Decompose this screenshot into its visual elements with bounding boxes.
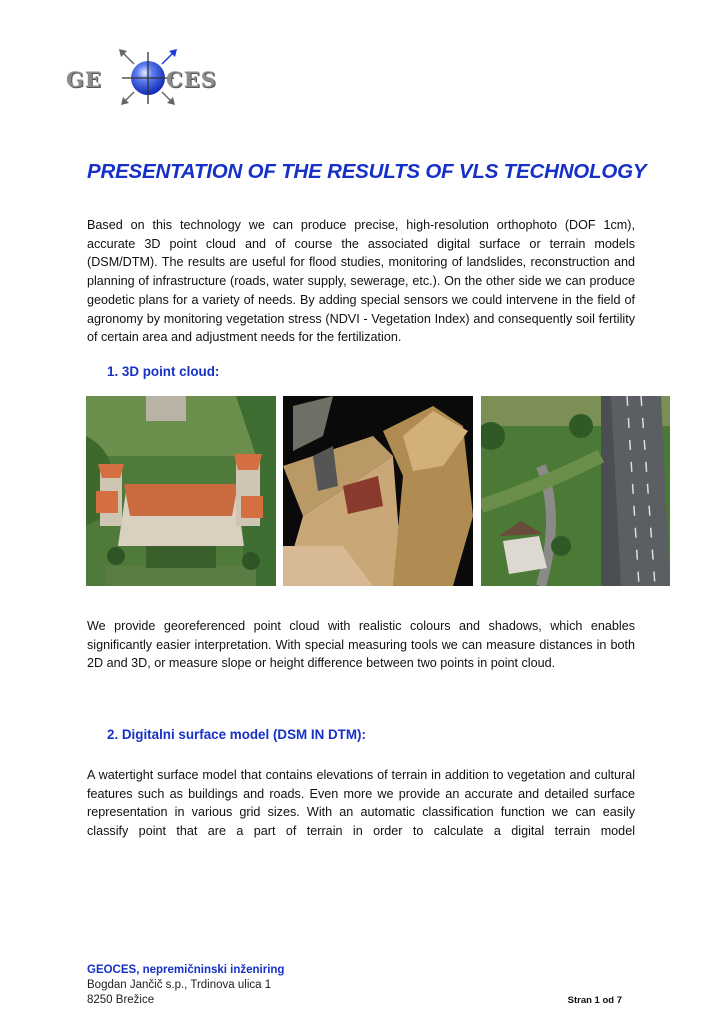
footer-city: 8250 Brežice <box>87 994 155 1006</box>
section-heading-dsm: 2. Digitalni surface model (DSM IN DTM): <box>107 727 366 742</box>
footer-company: GEOCES, nepremičninski inženiring <box>87 964 285 976</box>
geoces-logo <box>62 38 232 118</box>
page-number: Stran 1 od 7 <box>567 995 622 1006</box>
section-heading-point-cloud: 1. 3D point cloud: <box>107 364 220 379</box>
footer-address: Bogdan Jančič s.p., Trdinova ulica 1 <box>87 979 272 991</box>
photo-road-aerial <box>481 396 670 586</box>
logo-text-right: CES <box>166 67 217 92</box>
page-title: PRESENTATION OF THE RESULTS OF VLS TECHNOLOGY <box>87 160 647 183</box>
section-text-dsm: A watertight surface model that contains elevations of terrain in addition to vegetation and cultural features such as buildings and roads. Even more we provide an accurate and detailed surface representation in various grid sizes. With an automatic classification function we can easily classify point that are a part of terrain in order to calculate a digital terrain model <box>87 768 635 839</box>
photo-point-cloud-quarry <box>283 396 473 586</box>
logo-text-left: GE <box>66 67 102 92</box>
intro-paragraph: Based on this technology we can produce precise, high-resolution orthophoto (DOF 1cm), accurate 3D point cloud and of course the associated digital surface or terrain models (DSM/DTM). The results are useful for flood studies, monitoring of landslides, reconstruction and planning of infrastructure (roads, water supply, sewerage, etc.). On the other side we can produce geodetic plans for a variety of needs. By adding special sensors we could intervene in the field of agronomy by monitoring vegetation stress (NDVI - Vegetation Index) and consequently soil fertility of certain area and adjustment needs for the fertilization. <box>87 218 635 345</box>
section-text-point-cloud: We provide georeferenced point cloud with realistic colours and shadows, which enables significantly easier interpretation. With special measuring tools we can measure distances in both 2D and 3D, or measure slope or height difference between two points in point cloud. <box>87 619 635 671</box>
photo-castle-aerial <box>86 396 276 586</box>
